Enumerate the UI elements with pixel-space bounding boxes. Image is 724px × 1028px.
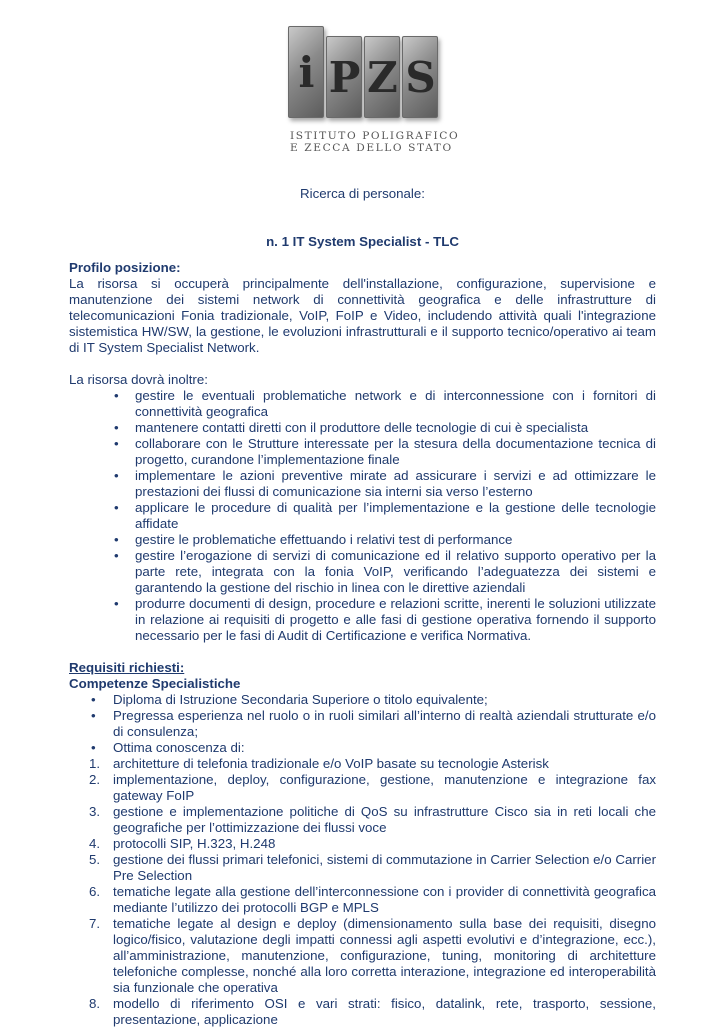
list-item: • gestire l’erogazione di servizi di comunicazione ed il relativo supporto operativo per la parte rete, integrata con la fonia VoIP, verificando l’adeguatezza dei sistemi e garantendo la gestione del rischio in linea con le direttive aziendali: [69, 548, 656, 596]
logo-block-z: Z: [364, 36, 400, 118]
profile-text: La risorsa si occuperà principalmente dell'installazione, configurazione, supervisione e manutenzione dei sistemi network di connettività geografica e delle infrastrutture di telecomunicazioni Fonia tradizionale, VoIP, FoIP e Video, includendo attività quali l'integrazione sistemistica HW/SW, la gestione, le evoluzioni infrastrutturali e il supporto tecnico/operativo ai team di IT System Specialist Network.: [69, 276, 656, 355]
item-text: tematiche legate alla gestione dell’interconnessione con i provider di connettività geografica mediante l’utilizzo dei protocolli BGP e MPLS: [113, 884, 656, 915]
item-number: 6.: [89, 884, 101, 899]
document-body: [69, 186, 656, 1028]
list-item: • gestire le eventuali problematiche network e di interconnessione con i fornitori di connettività geografica: [69, 388, 656, 420]
list-item: [69, 836, 656, 852]
ipzs-logo: [287, 26, 460, 156]
item-text: implementazione, deploy, configurazione, gestione, manutenzione e integrazione fax gateway FoIP: [113, 772, 656, 803]
list-item: [69, 996, 656, 1028]
list-item: • gestire le problematiche effettuando i relativi test di performance: [69, 532, 656, 548]
item-number: 1.: [89, 756, 101, 771]
item-number: 8.: [89, 996, 101, 1011]
item-number: 5.: [89, 852, 101, 867]
position-title: n. 1 IT System Specialist - TLC: [266, 234, 459, 249]
list-item: • collaborare con le Strutture interessate per la stesura della documentazione tecnica di progetto, curandone l’implementazione finale: [69, 436, 656, 468]
logo-block-p: P: [326, 36, 362, 118]
logo-block-s: S: [402, 36, 438, 118]
page-heading: Ricerca di personale:: [300, 186, 425, 201]
list-item: • Ottima conoscenza di:: [69, 740, 656, 756]
profile-title: Profilo posizione:: [69, 260, 181, 275]
list-item: [69, 804, 656, 836]
logo-text-line2: E ZECCA DELLO STATO: [290, 142, 453, 154]
list-item: [69, 772, 656, 804]
requirements-title: Requisiti richiesti:: [69, 660, 185, 675]
logo-block-i: i: [288, 26, 324, 118]
item-number: 4.: [89, 836, 101, 851]
list-item: • applicare le procedure di qualità per l’implementazione e la gestione delle tecnologie affidate: [69, 500, 656, 532]
requirements-list: [69, 692, 656, 756]
item-text: gestione e implementazione politiche di QoS su infrastrutture Cisco sia in reti locali che geografiche per l’ottimizzazione dei flussi voce: [113, 804, 656, 835]
list-item: [69, 916, 656, 996]
duties-intro: La risorsa dovrà inoltre:: [69, 372, 208, 387]
item-number: 2.: [89, 772, 101, 787]
list-item: • Diploma di Istruzione Secondaria Superiore o titolo equivalente;: [69, 692, 656, 708]
list-item: • produrre documenti di design, procedure e relazioni scritte, inerenti le soluzioni utilizzate in relazione ai requisiti di progetto e alle fasi di gestione operativa fornendo il supporto necessario per le fasi di Audit di Certificazione e verifica Normativa.: [69, 596, 656, 644]
list-item: • Pregressa esperienza nel ruolo o in ruoli similari all’interno di realtà aziendali strutturate e/o di consulenza;: [69, 708, 656, 740]
list-item: [69, 884, 656, 916]
item-text: protocolli SIP, H.323, H.248: [113, 836, 276, 851]
item-number: 3.: [89, 804, 101, 819]
item-text: tematiche legate al design e deploy (dimensionamento sulla base dei requisiti, disegno logico/fisico, valutazione degli impatti connessi agli aspetti evolutivi e d’integrazione, ecc.), all’amministrazione, manutenzione, configurazione, tuning, monitoring di architetture telefoniche complesse, nonché alla loro corretta interazione, integrazione ed interoperabilità sia funzionale che operativa: [113, 916, 656, 995]
list-item: • implementare le azioni preventive mirate ad assicurare i servizi e ad ottimizzare le prestazioni dei flussi di comunicazione sia interni sia verso l’esterno: [69, 468, 656, 500]
list-item: • mantenere contatti diretti con il produttore delle tecnologie di cui è specialista: [69, 420, 656, 436]
list-item: [69, 852, 656, 884]
knowledge-list: [69, 756, 656, 1028]
requirements-subtitle: Competenze Specialistiche: [69, 676, 241, 691]
logo-type-blocks: [287, 26, 439, 118]
duties-list: [69, 388, 656, 644]
logo-text-line1: ISTITUTO POLIGRAFICO: [290, 130, 460, 142]
item-text: architetture di telefonia tradizionale e/o VoIP basate su tecnologie Asterisk: [113, 756, 549, 771]
list-item: [69, 756, 656, 772]
item-text: modello di riferimento OSI e vari strati: fisico, datalink, rete, trasporto, sessione, presentazione, applicazione: [113, 996, 656, 1027]
item-text: gestione dei flussi primari telefonici, sistemi di commutazione in Carrier Selection e/o Carrier Pre Selection: [113, 852, 656, 883]
item-number: 7.: [89, 916, 101, 931]
